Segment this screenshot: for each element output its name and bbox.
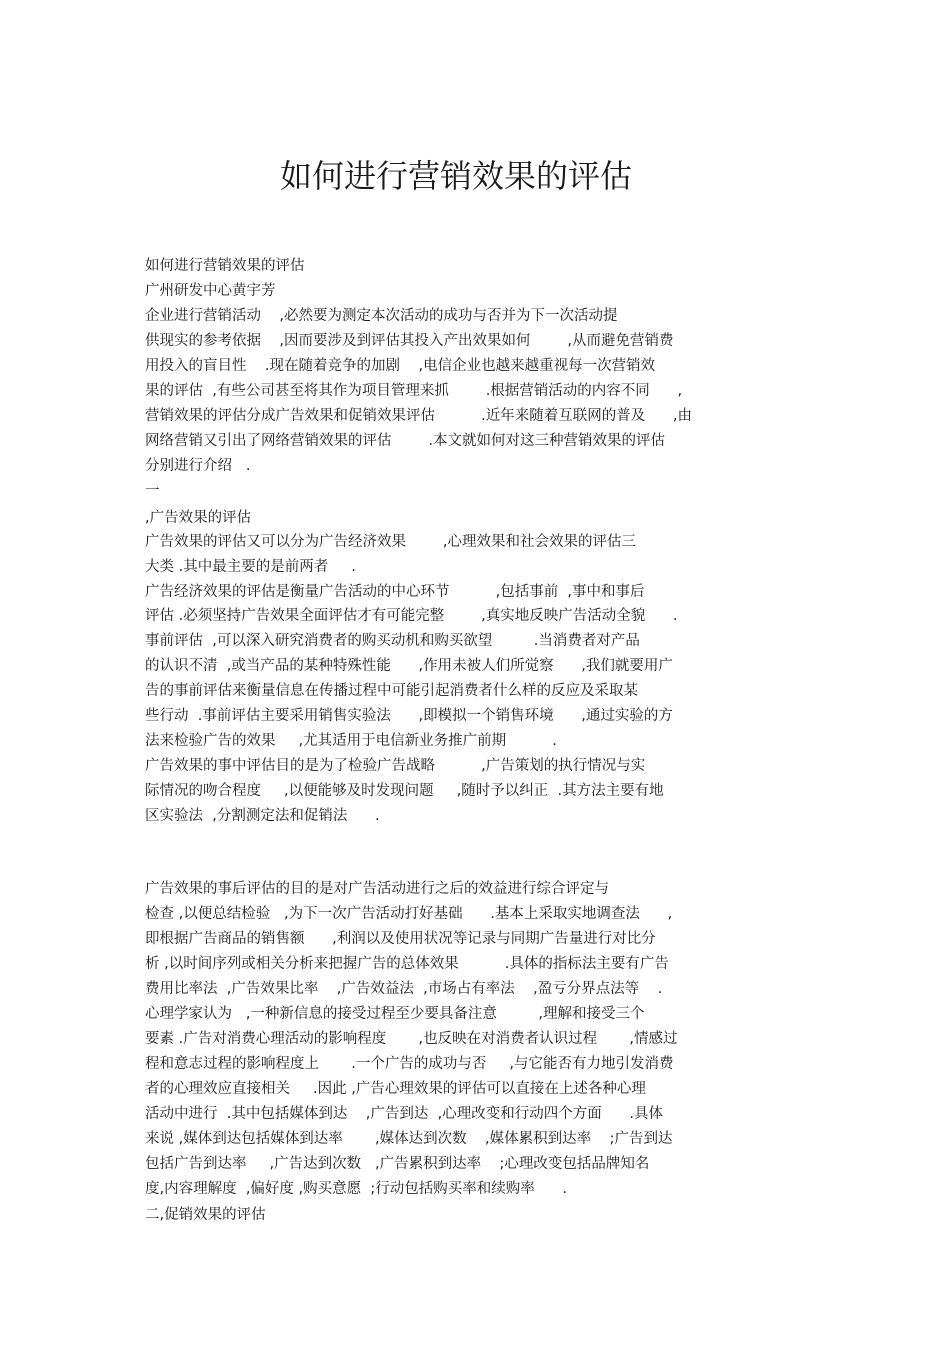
paragraph-line: 告的事前评估来衡量信息在传播过程中可能引起消费者什么样的反应及采取某 [145, 683, 638, 699]
paragraph-line: 即根据广告商品的销售额 ,利润以及使用状况等记录与同期广告量进行对比分 [145, 931, 656, 947]
paragraph-line: 者的心理效应直接相关 .因此 ,广告心理效果的评估可以直接在上述各种心理 [145, 1081, 646, 1097]
paragraph-line: 检查 ,以便总结检验 ,为下一次广告活动打好基础 .基本上采取实地调查法 , [145, 906, 673, 922]
paragraph-line: 程和意志过程的影响程度上 .一个广告的成功与否 ,与它能否有力地引发消费 [145, 1056, 674, 1072]
paragraph-line: 供现实的参考依据 ,因而要涉及到评估其投入产出效果如何 ,从而避免营销费 [145, 333, 674, 349]
subtitle-line: 如何进行营销效果的评估 [145, 258, 305, 274]
paragraph-line: 网络营销又引出了网络营销效果的评估 .本文就如何对这三种营销效果的评估 [145, 433, 665, 449]
paragraph-line: 包括广告到达率 ,广告达到次数 ,广告累积到达率 ;心理改变包括品牌知名 [145, 1156, 650, 1172]
paragraph-line: 广告效果的事后评估的目的是对广告活动进行之后的效益进行综合评定与 [145, 881, 609, 897]
paragraph-line: 分别进行介绍 . [145, 458, 251, 474]
paragraph-line: 费用比率法 ,广告效果比率 ,广告效益法 ,市场占有率法 ,盈亏分界点法等 . [145, 981, 663, 997]
paragraph-line: 际情况的吻合程度 ,以便能够及时发现问题 ,随时予以纠正 .其方法主要有地 [145, 783, 664, 799]
paragraph-line: 活动中进行 .其中包括媒体到达 ,广告到达 ,心理改变和行动四个方面 .具体 [145, 1106, 663, 1122]
paragraph-line: 企业进行营销活动 ,必然要为测定本次活动的成功与否并为下一次活动提 [145, 308, 618, 324]
document-title: 如何进行营销效果的评估 [279, 157, 632, 195]
paragraph-line: 广告经济效果的评估是衡量广告活动的中心环节 ,包括事前 ,事中和事后 [145, 584, 645, 600]
paragraph-line: 用投入的盲目性 .现在随着竞争的加剧 ,电信企业也越来越重视每一次营销效 [145, 358, 656, 374]
paragraph-line: 区实验法 ,分割测定法和促销法 . [145, 808, 380, 824]
paragraph-line: 度,内容理解度 ,偏好度 ,购买意愿 ;行动包括购买率和续购率 . [145, 1181, 568, 1197]
section-heading: 二,促销效果的评估 [145, 1207, 266, 1223]
paragraph-line: 广告效果的评估又可以分为广告经济效果 ,心理效果和社会效果的评估三 [145, 534, 636, 550]
paragraph-line: 要素 .广告对消费心理活动的影响程度 ,也反映在对消费者认识过程 ,情感过 [145, 1031, 678, 1047]
paragraph-line: 广告效果的事中评估目的是为了检验广告战略 ,广告策划的执行情况与实 [145, 758, 646, 774]
paragraph-line: 心理学家认为 ,一种新信息的接受过程至少要具备注意 ,理解和接受三个 [145, 1006, 645, 1022]
section-number: 一 [145, 483, 160, 499]
author-line: 广州研发中心黄宇芳 [145, 283, 276, 299]
paragraph-line: 评估 .必须坚持广告效果全面评估才有可能完整 ,真实地反映广告活动全貌 . [145, 608, 678, 624]
paragraph-line: 的认识不清 ,或当产品的某种特殊性能 ,作用未被人们所觉察 ,我们就要用广 [145, 658, 673, 674]
paragraph-line: 大类 .其中最主要的是前两者 . [145, 559, 356, 575]
paragraph-line: 析 ,以时间序列或相关分析来把握广告的总体效果 .具体的指标法主要有广告 [145, 956, 669, 972]
paragraph-line: 来说 ,媒体到达包括媒体到达率 ,媒体达到次数 ,媒体累积到达率 ;广告到达 [145, 1131, 673, 1147]
paragraph-line: 果的评估 ,有些公司甚至将其作为项目管理来抓 .根据营销活动的内容不同 , [145, 383, 683, 399]
paragraph-line: 法来检验广告的效果 ,尤其适用于电信新业务推广前期 . [145, 733, 557, 749]
paragraph-line: 些行动 .事前评估主要采用销售实验法 ,即模拟一个销售环境 ,通过实验的方 [145, 708, 673, 724]
paragraph-line: 事前评估 ,可以深入研究消费者的购买动机和购买欲望 .当消费者对产品 [145, 633, 640, 649]
paragraph-line: 营销效果的评估分成广告效果和促销效果评估 .近年来随着互联网的普及 ,由 [145, 408, 692, 424]
section-heading: ,广告效果的评估 [145, 510, 252, 526]
